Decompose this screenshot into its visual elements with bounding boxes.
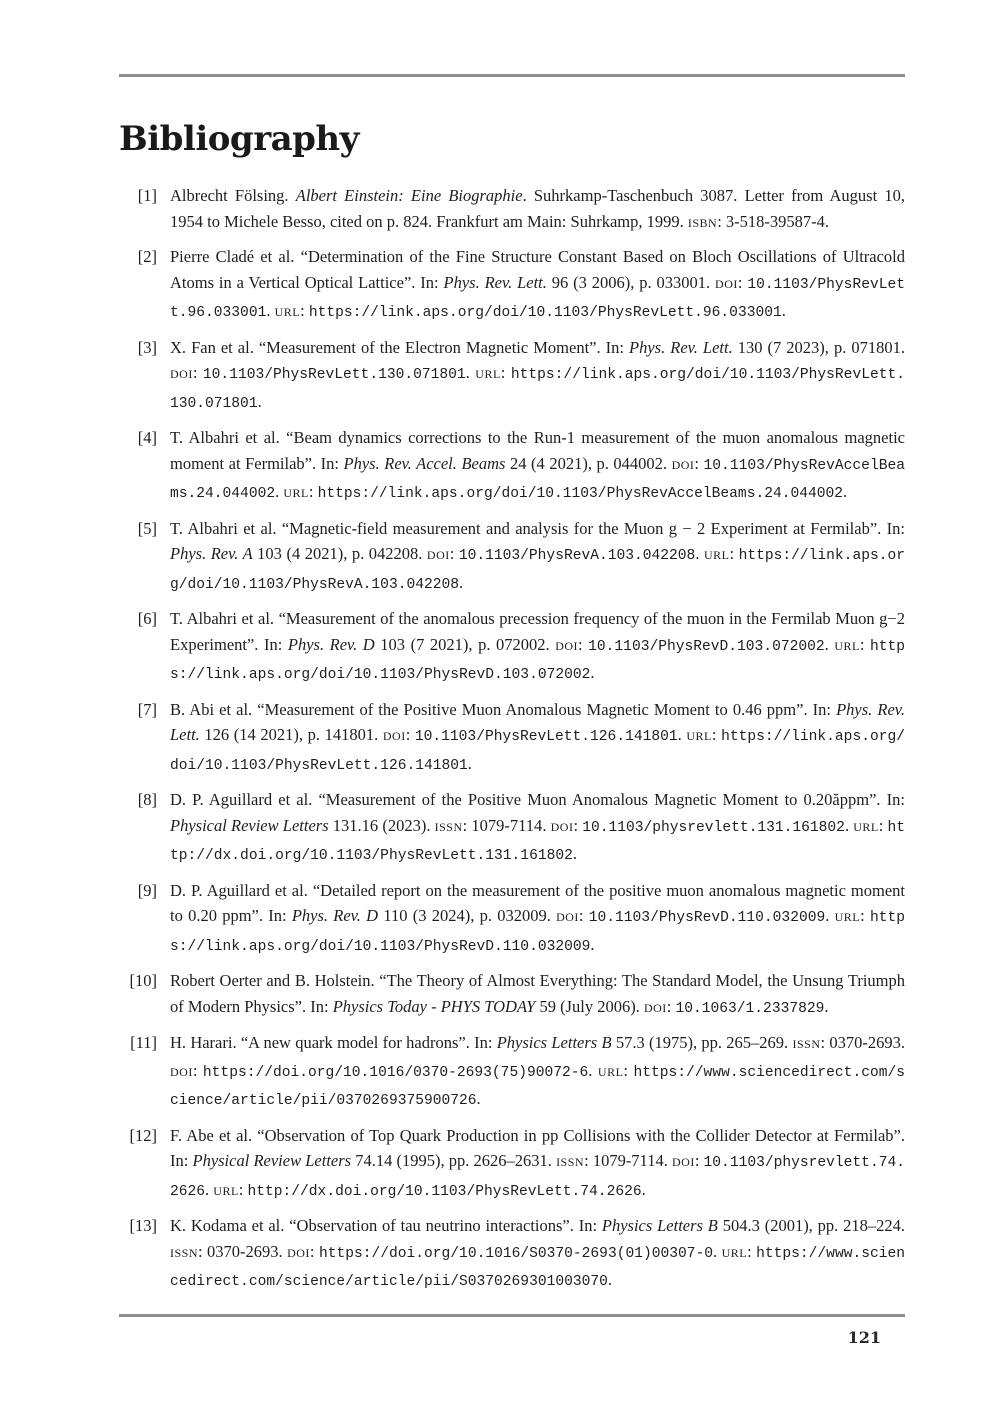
- entry-authors-title: K. Kodama et al. “Observation of tau neutrino interactions”. In:: [170, 1216, 602, 1235]
- entry-number: [13]: [129, 1216, 157, 1235]
- page-title: Bibliography: [119, 119, 359, 159]
- entry-number: [12]: [129, 1125, 157, 1145]
- entry-authors-title: F. Abe et al. “Observation of Top Quark Production in pp Collisions with the Collider Detector at Fermilab”. In:: [170, 1125, 905, 1170]
- url-label: URL: [475, 367, 501, 381]
- entry-journal: Physics Letters B: [496, 1033, 612, 1052]
- url-label: URL: [853, 819, 879, 834]
- entry-details: 130 (7 2023), p. 071801.: [732, 337, 905, 357]
- bib-entry: [8] D. P. Aguillard et al. “Measurement of the Positive Muon Anomalous Magnetic Moment to 0.20ăppm”. In: Physical Review Letters 131.16 (2023). ISSN: 1079-7114. DOI: 10.1103/physrevlett.131.161802. URL: http://dx.doi.org/10.1103/PhysRevLett.131.161802.: [119, 787, 905, 870]
- entry-journal: Physics Today - PHYS TODAY: [332, 996, 536, 1016]
- url-label: URL: [834, 638, 860, 653]
- entry-doi-link[interactable]: 10.1103/physrevlett.74.2626: [170, 1155, 905, 1200]
- entry-details: . Suhrkamp-Taschenbuch 3087. Letter from August 10, 1954 to Michele Besso, cited on p. 824. Frankfurt am Main: Suhrkamp, 1999.: [170, 186, 905, 231]
- entry-url-link[interactable]: https://www.sciencedirect.com/science/article/pii/S0370269301003070: [170, 1245, 906, 1290]
- entry-journal: Phys. Rev. D: [291, 906, 379, 925]
- entry-authors-title: T. Albahri et al. “Beam dynamics corrections to the Run-1 measurement of the muon anomalous magnetic moment at Fermilab”. In:: [170, 428, 905, 473]
- doi-label: DOI: [643, 1000, 667, 1015]
- entry-doi-link[interactable]: 10.1103/physrevlett.131.161802: [582, 819, 845, 836]
- bib-entry: [6] T. Albahri et al. “Measurement of the anomalous precession frequency of the muon in the Fermilab Muon g−2 Experiment”. In: Phys. Rev. D 103 (7 2021), p. 072002. DOI: 10.1103/PhysRevD.103.072002. URL: https://link.aps.org/doi/10.1103/PhysRevD.103.072002.: [119, 606, 905, 689]
- entry-journal: Physical Review Letters: [192, 1151, 352, 1170]
- url-label: URL: [597, 1064, 624, 1079]
- entry-details: 96 (3 2006), p. 033001.: [546, 272, 716, 292]
- entry-details: 131.16 (2023).: [328, 815, 435, 835]
- entry-url-link[interactable]: https://link.aps.org/doi/10.1103/PhysRevD.103.072002: [170, 638, 905, 683]
- entry-doi-link[interactable]: https://doi.org/10.1016/S0370-2693(01)00307-0: [318, 1245, 714, 1262]
- entry-authors-title: X. Fan et al. “Measurement of the Electron Magnetic Moment”. In:: [170, 337, 630, 357]
- entry-doi-link[interactable]: 10.1103/PhysRevLett.130.071801: [202, 367, 466, 383]
- entry-number: [1]: [137, 186, 157, 205]
- entry-doi-link[interactable]: 10.1063/1.2337829: [675, 1000, 825, 1017]
- url-label: URL: [703, 548, 730, 562]
- entry-number: [5]: [137, 518, 157, 538]
- entry-number: [2]: [137, 247, 157, 266]
- doi-label: DOI: [287, 1245, 310, 1260]
- entry-url-link[interactable]: https://link.aps.org/doi/10.1103/PhysRevLett.130.071801: [170, 367, 905, 412]
- entry-journal: Phys. Rev. Lett.: [443, 272, 547, 292]
- entry-journal: Phys. Rev. Lett.: [629, 337, 733, 357]
- entry-journal: Phys. Rev. D: [287, 634, 375, 654]
- bib-entry: [4] T. Albahri et al. “Beam dynamics corrections to the Run-1 measurement of the muon anomalous magnetic moment at Fermilab”. In: Phys. Rev. Accel. Beams 24 (4 2021), p. 044002. DOI: 10.1103/PhysRevAccelBeams.24.044002. URL: https://link.aps.org/doi/10.1103/PhysRevAccelBeams.24.044002.: [119, 425, 905, 508]
- entry-number: [11]: [130, 1033, 157, 1052]
- entry-authors-title: B. Abi et al. “Measurement of the Positive Muon Anomalous Magnetic Moment to 0.46 ppm”. In:: [170, 699, 837, 719]
- entry-details: 59 (July 2006).: [535, 996, 644, 1016]
- doi-label: DOI: [170, 1064, 193, 1079]
- bib-entry: [7] B. Abi et al. “Measurement of the Positive Muon Anomalous Magnetic Moment to 0.46 ppm”. In: Phys. Rev. Lett. 126 (14 2021), p. 141801. DOI: 10.1103/PhysRevLett.126.141801. URL: https://link.aps.org/doi/10.1103/PhysRevLett.126.141801.: [119, 697, 905, 780]
- url-label: URL: [721, 1245, 748, 1260]
- entry-details: 57.3 (1975), pp. 265–269.: [611, 1033, 793, 1052]
- bib-entry: [13] K. Kodama et al. “Observation of tau neutrino interactions”. In: Physics Letters B 504.3 (2001), pp. 218–224. ISSN: 0370-2693. DOI: https://doi.org/10.1016/S0370-2693(01)00307-0. URL: https://www.sciencedirect.com/science/article/pii/S0370269301003070.: [119, 1213, 905, 1296]
- entry-authors-title: D. P. Aguillard et al. “Measurement of the Positive Muon Anomalous Magnetic Moment to 0.20ăppm”. In:: [170, 790, 905, 809]
- bibliography-list: [119, 183, 905, 1304]
- entry-number: [7]: [137, 699, 157, 719]
- entry-issn: 1079-7114: [471, 815, 543, 835]
- entry-details: 103 (4 2021), p. 042208.: [252, 544, 427, 563]
- entry-doi-link[interactable]: 10.1103/PhysRevLett.126.141801: [414, 729, 678, 745]
- bib-entry: [12] F. Abe et al. “Observation of Top Quark Production in pp Collisions with the Collider Detector at Fermilab”. In: Physical Review Letters 74.14 (1995), pp. 2626–2631. ISSN: 1079-7114. DOI: 10.1103/physrevlett.74.2626. URL: http://dx.doi.org/10.1103/PhysRevLett.74.2626.: [119, 1123, 905, 1206]
- entry-authors-title: T. Albahri et al. “Magnetic-field measurement and analysis for the Muon g − 2 Experiment at Fermilab”. In:: [170, 518, 905, 538]
- url-label: URL: [213, 1183, 239, 1198]
- entry-authors-title: H. Harari. “A new quark model for hadrons”. In:: [170, 1033, 497, 1052]
- doi-label: DOI: [715, 276, 738, 291]
- footer-rule: [119, 1314, 905, 1317]
- doi-label: DOI: [671, 1155, 695, 1169]
- entry-url-link[interactable]: https://link.aps.org/doi/10.1103/PhysRevD.110.032009: [170, 910, 905, 955]
- entry-authors-title: Robert Oerter and B. Holstein. “The Theory of Almost Everything: The Standard Model, the Unsung Triumph of Modern Physics”. In:: [170, 971, 905, 1016]
- entry-doi-link[interactable]: 10.1103/PhysRevA.103.042208: [458, 548, 696, 564]
- entry-url-link[interactable]: https://link.aps.org/doi/10.1103/PhysRevLett.126.141801: [170, 729, 905, 774]
- entry-doi-link[interactable]: 10.1103/PhysRevD.110.032009: [588, 910, 826, 926]
- entry-authors-title: Albrecht Fölsing.: [170, 186, 296, 205]
- doi-label: DOI: [426, 548, 450, 562]
- entry-url-link[interactable]: http://dx.doi.org/10.1103/PhysRevLett.74.2626: [247, 1183, 642, 1200]
- doi-label: DOI: [382, 729, 406, 743]
- url-label: URL: [686, 729, 712, 743]
- entry-number: [8]: [137, 790, 157, 809]
- doi-label: DOI: [170, 367, 193, 381]
- entry-details: 74.14 (1995), pp. 2626–2631.: [351, 1151, 557, 1170]
- url-label: URL: [834, 910, 861, 924]
- entry-number: [6]: [137, 609, 157, 628]
- entry-number: [3]: [137, 337, 157, 357]
- bib-entry: [2] Pierre Cladé et al. “Determination of the Fine Structure Constant Based on Bloch Oscillations of Ultracold Atoms in a Vertical Optical Lattice”. In: Phys. Rev. Lett. 96 (3 2006), p. 033001. DOI: 10.1103/PhysRevLett.96.033001. URL: https://link.aps.org/doi/10.1103/PhysRevLett.96.033001.: [119, 244, 905, 327]
- entry-book-title: Albert Einstein: Eine Biographie: [295, 186, 523, 205]
- url-label: URL: [274, 305, 301, 319]
- bib-entry: [11] H. Harari. “A new quark model for hadrons”. In: Physics Letters B 57.3 (1975), pp. 265–269. ISSN: 0370-2693. DOI: https://doi.org/10.1016/0370-2693(75)90072-6. URL: https://www.sciencedirect.com/science/article/pii/0370269375900726.: [119, 1030, 905, 1115]
- entry-authors-title: Pierre Cladé et al. “Determination of the Fine Structure Constant Based on Bloch Oscillations of Ultracold Atoms in a Vertical Optical Lattice”. In:: [170, 247, 905, 292]
- bib-entry: [5] T. Albahri et al. “Magnetic-field measurement and analysis for the Muon g − 2 Experiment at Fermilab”. In: Phys. Rev. A 103 (4 2021), p. 042208. DOI: 10.1103/PhysRevA.103.042208. URL: https://link.aps.org/doi/10.1103/PhysRevA.103.042208.: [119, 516, 905, 599]
- entry-isbn: 3-518-39587-4.: [725, 211, 830, 231]
- isbn-label: ISBN: [687, 215, 718, 230]
- bib-entry: [10] Robert Oerter and B. Holstein. “The Theory of Almost Everything: The Standard Model, the Unsung Triumph of Modern Physics”. In: Physics Today - PHYS TODAY 59 (July 2006). DOI: 10.1063/1.2337829.: [119, 968, 905, 1022]
- entry-journal: Phys. Rev. Accel. Beams: [343, 453, 506, 473]
- entry-details: 126 (14 2021), p. 141801.: [199, 725, 383, 744]
- issn-label: ISSN: [792, 1037, 821, 1051]
- entry-doi-link[interactable]: 10.1103/PhysRevAccelBeams.24.044002: [170, 457, 905, 502]
- entry-doi-link[interactable]: 10.1103/PhysRevD.103.072002: [588, 638, 825, 655]
- entry-issn: 0370-2693: [207, 1241, 279, 1261]
- entry-url-link[interactable]: https://link.aps.org/doi/10.1103/PhysRevAccelBeams.24.044002: [317, 486, 844, 502]
- entry-journal: Physics Letters B: [601, 1216, 718, 1235]
- doi-label: DOI: [671, 457, 695, 472]
- doi-label: DOI: [555, 638, 579, 653]
- header-rule: [119, 74, 905, 77]
- page-number: 121: [847, 1328, 881, 1347]
- entry-issn: 1079-7114: [592, 1151, 664, 1170]
- entry-details: 110 (3 2024), p. 032009.: [378, 906, 557, 925]
- bib-entry: [3] X. Fan et al. “Measurement of the Electron Magnetic Moment”. In: Phys. Rev. Lett. 130 (7 2023), p. 071801. DOI: 10.1103/PhysRevLett.130.071801. URL: https://link.aps.org/doi/10.1103/PhysRevLett.130.071801.: [119, 335, 905, 418]
- entry-authors-title: D. P. Aguillard et al. “Detailed report on the measurement of the positive muon anomalous magnetic moment to 0.20 ppm”. In:: [170, 880, 905, 925]
- issn-label: ISSN: [556, 1155, 585, 1169]
- entry-url-link[interactable]: http://dx.doi.org/10.1103/PhysRevLett.131.161802: [170, 819, 906, 864]
- entry-details: 24 (4 2021), p. 044002.: [505, 453, 672, 473]
- entry-journal: Phys. Rev. A: [170, 544, 253, 563]
- entry-number: [4]: [137, 428, 157, 447]
- issn-label: ISSN: [170, 1245, 199, 1260]
- entry-authors-title: T. Albahri et al. “Measurement of the anomalous precession frequency of the muon in the Fermilab Muon g−2 Experiment”. In:: [170, 609, 905, 654]
- entry-number: [9]: [137, 880, 157, 900]
- entry-url-link[interactable]: https://www.sciencedirect.com/science/article/pii/0370269375900726: [170, 1064, 905, 1109]
- entry-doi-link[interactable]: https://doi.org/10.1016/0370-2693(75)90072-6: [202, 1064, 589, 1081]
- doi-label: DOI: [550, 819, 574, 834]
- entry-details: 103 (7 2021), p. 072002.: [374, 634, 556, 654]
- entry-number: [10]: [129, 971, 157, 990]
- entry-url-link[interactable]: https://link.aps.org/doi/10.1103/PhysRevLett.96.033001: [308, 305, 782, 321]
- bib-entry: [1] Albrecht Fölsing. Albert Einstein: Eine Biographie. Suhrkamp-Taschenbuch 3087. Letter from August 10, 1954 to Michele Besso, cited on p. 824. Frankfurt am Main: Suhrkamp, 1999. ISBN: 3-518-39587-4.: [119, 183, 905, 236]
- entry-journal: Phys. Rev. Lett.: [170, 699, 906, 744]
- entry-issn: 0370-2693: [829, 1033, 901, 1052]
- issn-label: ISSN: [434, 819, 463, 834]
- entry-journal: Physical Review Letters: [170, 815, 329, 835]
- bib-entry: [9] D. P. Aguillard et al. “Detailed report on the measurement of the positive muon anomalous magnetic moment to 0.20 ppm”. In: Phys. Rev. D 110 (3 2024), p. 032009. DOI: 10.1103/PhysRevD.110.032009. URL: https://link.aps.org/doi/10.1103/PhysRevD.110.032009.: [119, 878, 905, 961]
- url-label: URL: [283, 486, 309, 500]
- entry-url-link[interactable]: https://link.aps.org/doi/10.1103/PhysRevA.103.042208: [170, 548, 905, 593]
- entry-doi-link[interactable]: 10.1103/PhysRevLett.96.033001: [170, 276, 905, 321]
- doi-label: DOI: [556, 910, 579, 924]
- entry-details: 504.3 (2001), pp. 218–224.: [717, 1216, 905, 1235]
